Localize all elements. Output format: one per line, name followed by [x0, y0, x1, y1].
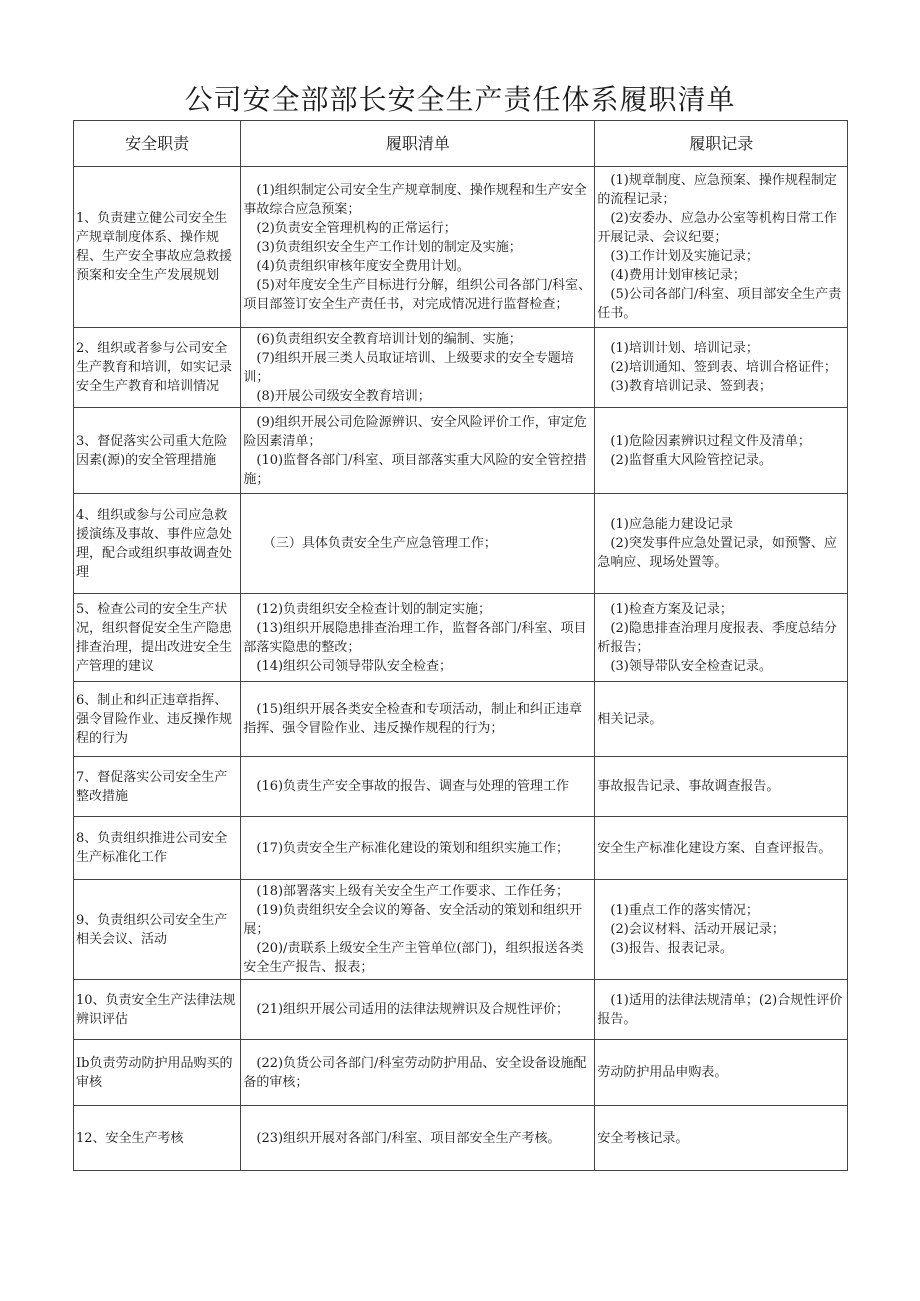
tasks-cell: [241, 980, 595, 1040]
record-item: (1)重点工作的落实情况；: [610, 903, 759, 918]
record-item: (1)危险因素辨识过程文件及清单；: [610, 433, 811, 449]
tasks-cell: [241, 757, 595, 817]
record-item: (1)培训计划、培训记录；: [610, 341, 759, 356]
table-row: [74, 980, 848, 1040]
records-cell: [595, 167, 848, 328]
records-cell: [595, 594, 848, 682]
task-item: (21)组织开展公司适用的法律法规辨识及合规性评价；: [256, 1002, 570, 1017]
records-cell: [595, 682, 848, 757]
task-item: (5)对年度安全生产目标进行分解，组织公司各部门/科室、项目部签订安全生产责任书，对完成情况进行监督检查；: [243, 277, 592, 312]
tasks-cell: [241, 494, 595, 594]
record-item: (1)应急能力建设记录: [610, 517, 733, 532]
record-item: (1)适用的法律法规清单；(2)合规性评价报告。: [597, 992, 843, 1027]
record-item: 安全生产标准化建设方案、自查评报告。: [597, 840, 832, 856]
header-duty: 安全职责: [74, 121, 241, 167]
duty-cell: Ib负责劳动防护用品购买的审核: [74, 1040, 241, 1106]
record-item: (2)安委办、应急办公室等机构日常工作开展记录、会议纪要；: [597, 211, 837, 245]
duty-cell: 8、负责组织推进公司安全生产标准化工作: [74, 817, 241, 880]
record-item: (2)监督重大风险管控记录。: [610, 452, 772, 468]
records-cell: [595, 880, 848, 980]
task-item: (1)组织制定公司安全生产规章制度、操作规程和生产安全事故综合应急预案；: [243, 182, 587, 217]
table-row: [74, 328, 848, 408]
duty-cell: 6、制止和纠正违章指挥、强令冒险作业、违反操作规程的行为: [74, 682, 241, 757]
duty-cell: 4、组织或参与公司应急救援演练及事故、事件应急处理，配合或组织事故调查处理: [74, 494, 241, 594]
header-records: 履职记录: [595, 121, 848, 167]
record-item: (1)规章制度、应急预案、操作规程制定的流程记录；: [597, 173, 837, 207]
record-item: (4)费用计划审核记录；: [610, 268, 746, 283]
records-cell: [595, 980, 848, 1040]
table-row: [74, 1106, 848, 1171]
records-cell: [595, 1040, 848, 1106]
table-row: [74, 1040, 848, 1106]
table-row: [74, 880, 848, 980]
records-cell: [595, 757, 848, 817]
table-row: [74, 594, 848, 682]
table-row: [74, 494, 848, 594]
tasks-cell: [241, 408, 595, 494]
task-item: (13)组织开展隐患排查治理工作，监督各部门/科室、项目部落实隐患的整改；: [243, 620, 587, 655]
task-item: (12)负责组织安全检查计划的制定实施；: [256, 601, 492, 617]
tasks-cell: [241, 817, 595, 880]
duty-cell: 2、组织或者参与公司安全生产教育和培训，如实记录安全生产教育和培训情况: [74, 328, 241, 408]
record-item: (2)突发事件应急处置记录，如预警、应急响应、现场处置等。: [597, 536, 837, 570]
task-item: (4)负责组织审核年度安全费用计划。: [256, 258, 470, 274]
tasks-cell: [241, 1106, 595, 1171]
duty-cell: 5、检查公司的安全生产状况，组织督促安全生产隐患排查治理，提出改进安全生产管理的建议: [74, 594, 241, 682]
records-cell: [595, 494, 848, 594]
table-row: [74, 757, 848, 817]
table-row: [74, 408, 848, 494]
tasks-cell: [241, 880, 595, 980]
duty-cell: 7、督促落实公司安全生产整改措施: [74, 757, 241, 817]
record-item: (3)领导带队安全检查记录。: [610, 658, 772, 674]
task-item: (7)组织开展三类人员取证培训、上级要求的安全专题培训；: [243, 350, 574, 385]
record-item: 事故报告记录、事故调查报告。: [597, 779, 780, 794]
tasks-cell: [241, 594, 595, 682]
duty-table: [73, 120, 848, 1171]
duty-cell: 10、负责安全生产法律法规辨识评估: [74, 980, 241, 1040]
record-item: 安全考核记录。: [597, 1130, 689, 1146]
duty-cell: 3、督促落实公司重大危险因素(源)的安全管理措施: [74, 408, 241, 494]
task-item: (8)开展公司级安全教育培训；: [256, 388, 431, 404]
task-item: (9)组织开展公司危险源辨识、安全风险评价工作，审定危险因素清单；: [243, 414, 587, 449]
tasks-cell: [241, 167, 595, 328]
table-row: [74, 682, 848, 757]
table-row: [74, 817, 848, 880]
task-item: (18)部署落实上级有关安全生产工作要求、工作任务；: [256, 884, 570, 899]
task-item: (6)负责组织安全教育培训计划的编制、实施；: [256, 331, 522, 347]
task-item: (23)组织开展对各部门/科室、项目部安全生产考核。: [256, 1130, 561, 1146]
record-item: 劳动防护用品申购表。: [597, 1065, 728, 1080]
task-item: (16)负责生产安全事故的报告、调查与处理的管理工作: [256, 779, 570, 794]
task-item: (10)监督各部门/科室、项目部落实重大风险的安全管控措施；: [243, 452, 587, 487]
duty-cell: 9、负责组织公司安全生产相关会议、活动: [74, 880, 241, 980]
task-item: （三）具体负责安全生产应急管理工作；: [262, 536, 497, 551]
task-item: (2)负责安全管理机构的正常运行；: [256, 220, 457, 236]
duty-cell: 12、安全生产考核: [74, 1106, 241, 1171]
table-row: [74, 167, 848, 328]
page-title: 公司安全部部长安全生产责任体系履职清单: [184, 83, 736, 116]
record-item: (2)隐患排查治理月度报表、季度总结分析报告；: [597, 620, 837, 655]
task-item: (20)/责联系上级安全生产主管单位(部门)，组织报送各类安全生产报告、报表；: [243, 941, 584, 975]
record-item: (2)会议材料、活动开展记录；: [610, 922, 785, 937]
table-header-row: [74, 121, 848, 167]
records-cell: [595, 408, 848, 494]
record-item: (2)培训通知、签到表、培训合格证件；: [610, 360, 837, 375]
record-item: (3)报告、报表记录。: [610, 941, 733, 956]
records-cell: [595, 1106, 848, 1171]
record-item: (3)教育培训记录、签到表；: [610, 379, 772, 394]
task-item: (22)负货公司各部门/科室劳动防护用品、安全设备设施配备的审核；: [243, 1055, 587, 1090]
task-item: (3)负责组织安全生产工作计划的制定及实施；: [256, 239, 522, 255]
tasks-cell: [241, 328, 595, 408]
record-item: (5)公司各部门/科室、项目部安全生产责任书。: [597, 287, 842, 321]
record-item: (3)工作计划及实施记录；: [610, 249, 759, 264]
tasks-cell: [241, 1040, 595, 1106]
task-item: (14)组织公司领导带队安全检查；: [256, 658, 453, 674]
task-item: (15)组织开展各类安全检查和专项活动，制止和纠正违章指挥、强令冒险作业、违反操作规程的行为；: [243, 702, 583, 736]
header-tasks: 履职清单: [241, 121, 595, 167]
record-item: (1)检查方案及记录；: [610, 601, 733, 617]
task-item: (19)负责组织安全会议的筹备、安全活动的策划和组织开展；: [243, 903, 583, 937]
tasks-cell: [241, 682, 595, 757]
duty-cell: 1、负责建立健公司安全生产规章制度体系、操作规程、生产安全事故应急救援预案和安全生产发展规划: [74, 167, 241, 328]
task-item: (17)负责安全生产标准化建设的策划和组织实施工作；: [256, 840, 570, 856]
record-item: 相关记录。: [597, 711, 663, 727]
records-cell: [595, 817, 848, 880]
records-cell: [595, 328, 848, 408]
